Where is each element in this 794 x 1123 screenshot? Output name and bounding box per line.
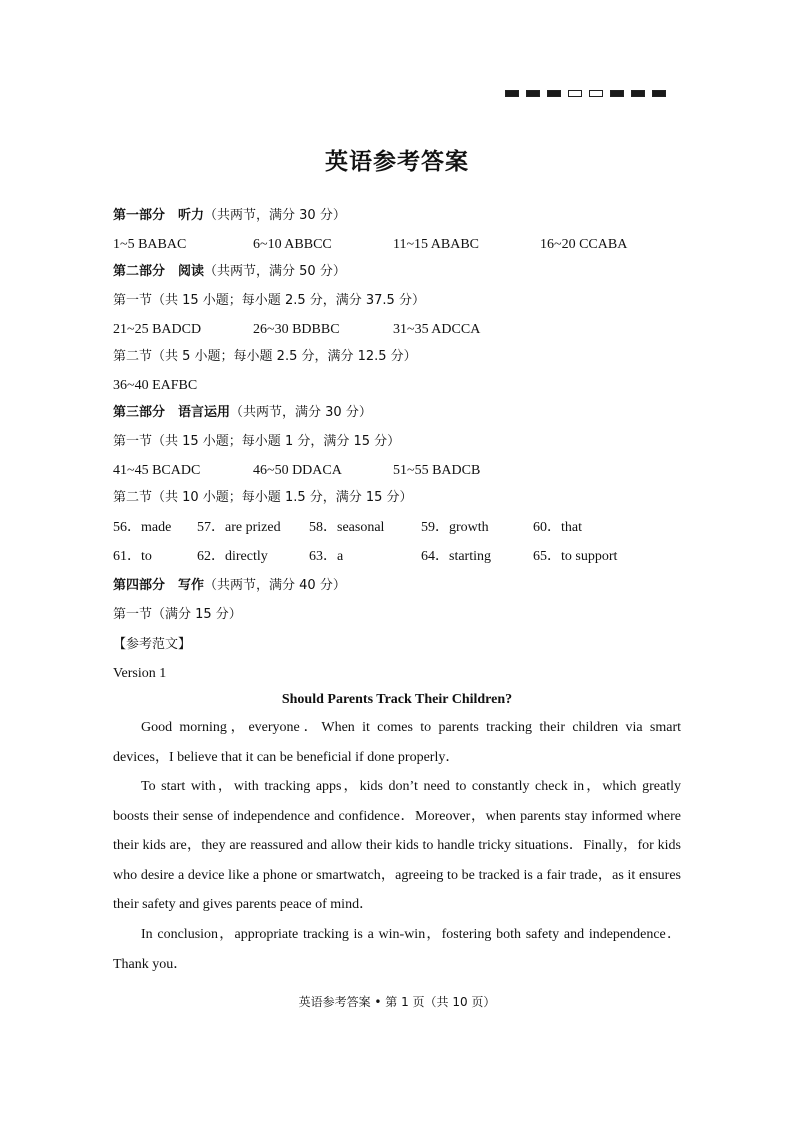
grammar-fill-answer: 56．made (113, 520, 172, 535)
filled-square-mark (547, 90, 561, 97)
part2-section1-answer: 31~35 ADCCA (393, 322, 481, 337)
part1-answer: 6~10 ABBCC (253, 237, 332, 252)
grammar-fill-answer: 59．growth (421, 520, 489, 535)
essay-paragraph: In conclusion，appropriate tracking is a win-win，fostering both safety and independence．Thank you． (113, 927, 681, 972)
part1-heading-tail: （共两节，满分 30 分） (204, 208, 346, 223)
part3-section1-label: 第一节（共 15 小题；每小题 1 分，满分 15 分） (113, 434, 401, 449)
grammar-fill-answer: 63．a (309, 549, 344, 564)
empty-square-mark (589, 90, 603, 97)
grammar-fill-answer: 61．to (113, 549, 152, 564)
header-decoration-marks (505, 90, 666, 99)
part2-section2-label: 第二节（共 5 小题；每小题 2.5 分，满分 12.5 分） (113, 349, 417, 364)
part3-heading-tail: （共两节，满分 30 分） (230, 405, 372, 420)
part1-heading-label: 第一部分 听力 (113, 208, 205, 223)
part3-section1-answer: 41~45 BCADC (113, 463, 201, 478)
part4-heading (113, 577, 346, 595)
empty-square-mark (568, 90, 582, 97)
grammar-fill-answer: 58．seasonal (309, 520, 385, 535)
essay-paragraph: Good morning，everyone．When it comes to parents tracking their children via smart devices，I believe that it can be beneficial if done properly． (113, 720, 681, 765)
filled-square-mark (526, 90, 540, 97)
grammar-fill-answer: 57．are prized (197, 520, 281, 535)
part1-answer: 16~20 CCABA (540, 237, 628, 252)
part3-heading-label: 第三部分 语言运用 (113, 405, 231, 420)
part2-section1-answer: 26~30 BDBBC (253, 322, 340, 337)
part1-answer: 1~5 BABAC (113, 237, 187, 252)
essay-title: Should Parents Track Their Children? (281, 692, 513, 707)
part1-heading (113, 207, 346, 225)
part4-section1-label: 第一节（满分 15 分） (113, 607, 242, 622)
part1-answer: 11~15 ABABC (393, 237, 480, 252)
grammar-fill-answer: 64．starting (421, 549, 491, 564)
filled-square-mark (631, 90, 645, 97)
part2-heading (113, 263, 346, 281)
essay-paragraph: To start with，with tracking apps，kids don’t need to constantly check in，which greatly boosts their sense of independence and confidence．Moreover，when parents stay informed where their kids are，they are reassured and allow their kids to handle tricky situations．Finally，for kids who desire a device like a phone or smartwatch，agreeing to be tracked is a fair trade，as it ensures their safety and gives parents peace of mind． (113, 779, 681, 912)
part2-section2-answer: 36~40 EAFBC (113, 378, 198, 393)
part2-heading-label: 第二部分 阅读 (113, 264, 205, 279)
part3-heading (113, 404, 372, 422)
part4-heading-tail: （共两节，满分 40 分） (204, 578, 346, 593)
grammar-fill-answer: 60．that (533, 520, 582, 535)
part2-section1-label: 第一节（共 15 小题；每小题 2.5 分，满分 37.5 分） (113, 293, 425, 308)
part2-heading-tail: （共两节，满分 50 分） (204, 264, 346, 279)
grammar-fill-answer: 62．directly (197, 549, 268, 564)
part4-heading-label: 第四部分 写作 (113, 578, 205, 593)
filled-square-mark (610, 90, 624, 97)
part3-section2-label: 第二节（共 10 小题；每小题 1.5 分，满分 15 分） (113, 490, 413, 505)
essay-version: Version 1 (113, 666, 167, 681)
sample-essay-label: 【参考范文】 (113, 637, 192, 652)
grammar-fill-answer: 65．to support (533, 549, 618, 564)
part3-section1-answer: 46~50 DDACA (253, 463, 342, 478)
part2-section1-answer: 21~25 BADCD (113, 322, 202, 337)
filled-square-mark (505, 90, 519, 97)
page-title: 英语参考答案 (325, 148, 469, 175)
part3-section1-answer: 51~55 BADCB (393, 463, 481, 478)
page-footer: 英语参考答案 • 第 1 页（共 10 页） (298, 995, 496, 1009)
filled-square-mark (652, 90, 666, 97)
